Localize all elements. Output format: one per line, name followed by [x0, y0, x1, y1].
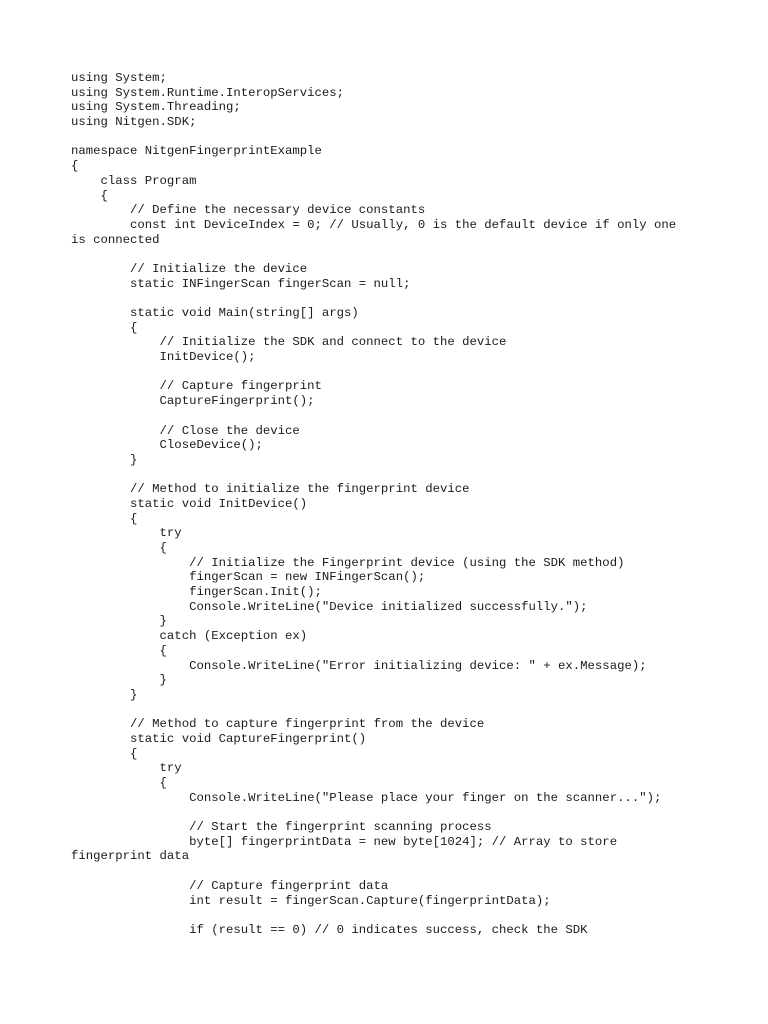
code-line: // Initialize the SDK and connect to the device — [71, 335, 507, 350]
code-line: class Program — [71, 173, 197, 188]
code-line: static void InitDevice() — [71, 496, 308, 511]
code-line: // Start the fingerprint scanning process — [71, 820, 492, 835]
code-line: // Initialize the Fingerprint device (using the SDK method) — [71, 555, 625, 570]
code-line: catch (Exception ex) — [71, 629, 308, 644]
code-line: CloseDevice(); — [71, 438, 263, 453]
code-line: CaptureFingerprint(); — [71, 394, 315, 409]
code-line — [71, 908, 711, 923]
code-line — [71, 864, 711, 879]
code-line — [71, 703, 711, 718]
code-line — [71, 291, 711, 306]
code-line: using System.Threading; — [71, 100, 241, 115]
code-line: is connected — [71, 232, 160, 247]
code-line: InitDevice(); — [71, 350, 256, 365]
code-block — [71, 71, 711, 938]
code-line: // Capture fingerprint — [71, 379, 322, 394]
code-line: using System; — [71, 71, 167, 85]
code-line: { — [71, 511, 138, 526]
code-line — [71, 365, 711, 380]
code-line: try — [71, 761, 182, 776]
code-line: { — [71, 541, 167, 555]
code-line: int result = fingerScan.Capture(fingerprintData); — [71, 893, 551, 908]
code-line: static void CaptureFingerprint() — [71, 731, 367, 746]
code-line: Console.WriteLine("Error initializing device: " + ex.Message); — [71, 658, 647, 673]
code-line: } — [71, 673, 167, 688]
code-line: namespace NitgenFingerprintExample — [71, 144, 322, 159]
code-line: // Close the device — [71, 423, 300, 438]
code-line: } — [71, 687, 138, 702]
code-line: // Capture fingerprint data — [71, 878, 389, 893]
code-line: { — [71, 159, 79, 174]
code-line — [71, 805, 711, 820]
code-line: try — [71, 526, 182, 541]
code-line — [71, 468, 711, 483]
code-line: fingerprint data — [71, 849, 190, 864]
code-line: byte[] fingerprintData = new byte[1024]; // Array to store — [71, 834, 618, 849]
code-line: static void Main(string[] args) — [71, 306, 359, 320]
code-line: using Nitgen.SDK; — [71, 115, 197, 130]
code-line: static INFingerScan fingerScan = null; — [71, 276, 411, 291]
code-line: { — [71, 746, 138, 761]
code-line: Console.WriteLine("Please place your finger on the scanner..."); — [71, 790, 662, 805]
code-line: // Initialize the device — [71, 261, 308, 276]
code-line: const int DeviceIndex = 0; // Usually, 0 is the default device if only one — [71, 217, 677, 232]
code-line: if (result == 0) // 0 indicates success, check the SDK — [71, 922, 588, 937]
code-line: // Define the necessary device constants — [71, 203, 426, 218]
code-line: { — [71, 320, 138, 335]
code-line: // Method to initialize the fingerprint device — [71, 482, 470, 497]
code-line: // Method to capture fingerprint from the device — [71, 717, 485, 732]
code-line — [71, 409, 711, 424]
code-line: } — [71, 452, 138, 467]
code-line: { — [71, 188, 108, 203]
code-line: using System.Runtime.InteropServices; — [71, 85, 345, 100]
code-line: } — [71, 614, 167, 629]
code-line: Console.WriteLine("Device initialized successfully."); — [71, 599, 588, 614]
code-line: fingerScan.Init(); — [71, 585, 322, 600]
code-line: fingerScan = new INFingerScan(); — [71, 570, 426, 585]
code-line — [71, 247, 711, 262]
code-line — [71, 130, 711, 145]
code-line: { — [71, 643, 167, 658]
code-line: { — [71, 776, 167, 790]
